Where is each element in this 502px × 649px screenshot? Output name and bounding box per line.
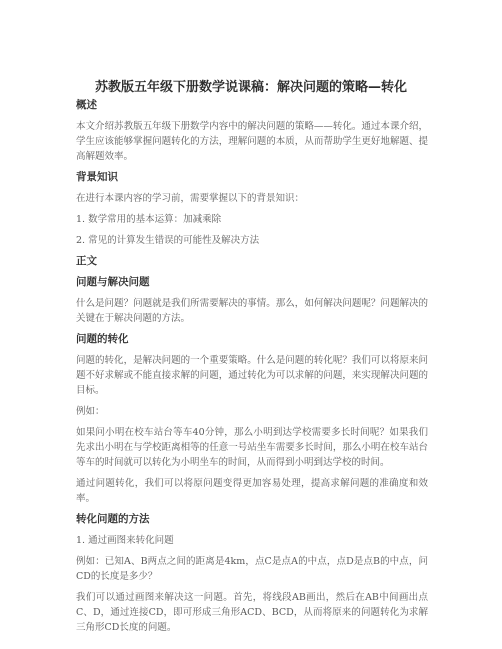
paragraph-overview: 本文介绍苏教版五年级下册数学内容中的解决问题的策略——转化。通过本课介绍，学生应该能够掌握问题转化的方法，理解问题的本质，从而帮助学生更好地解题、提高解题效率。 xyxy=(76,121,428,162)
document-title: 苏教版五年级下册数学说课稿：解决问题的策略—转化 xyxy=(94,80,407,95)
paragraph-problem: 什么是问题？问题就是我们所需要解决的事情。那么，如何解决问题呢？问题解决的关键在于解决问题的方法。 xyxy=(76,298,428,324)
heading-background: 背景知识 xyxy=(76,171,118,183)
paragraph-method-text: 我们可以通过画图来解决这一问题。首先，将线段AB画出，然后在AB中间画出点C、D，通过连接CD，即可形成三角形ACD、BCD，从而将原来的问题转化为求解三角形CD长度的问题。 xyxy=(76,592,428,633)
heading-main: 正文 xyxy=(76,255,97,267)
list-item-background-1: 1. 数学常用的基本运算：加减乘除 xyxy=(76,214,222,225)
heading-methods: 转化问题的方法 xyxy=(76,513,150,525)
paragraph-method-example: 例如：已知A、B两点之间的距离是4km，点C是点A的中点，点D是点B的中点，问CD的长度是多少？ xyxy=(76,556,428,582)
list-item-background-2: 2. 常见的计算发生错误的可能性及解决方法 xyxy=(76,235,260,246)
paragraph-example: 如果问小明在校车站台等车40分钟，那么小明到达学校需要多长时间呢？如果我们先求出小明在与学校距离相等的任意一号站坐车需要多长时间，那么小明在校车站台等车的时间就可以转化为小明坐车的时间，从而得到小明到达学校的时间。 xyxy=(76,427,428,468)
heading-problem: 问题与解决问题 xyxy=(76,276,150,288)
document-body xyxy=(76,98,428,641)
paragraph-transform: 问题的转化，是解决问题的一个重要策略。什么是问题的转化呢？我们可以将原来问题不好求解或不能直接求解的问题，通过转化为可以求解的问题，来实现解决问题的目标。 xyxy=(76,355,428,396)
paragraph-summary: 通过问题转化，我们可以将原问题变得更加容易处理，提高求解问题的准确度和效率。 xyxy=(76,478,428,504)
paragraph-background-intro: 在进行本课内容的学习前，需要掌握以下的背景知识： xyxy=(76,193,305,204)
list-item-method-1: 1. 通过画图来转化问题 xyxy=(76,535,174,546)
heading-overview: 概述 xyxy=(76,99,97,111)
heading-transform: 问题的转化 xyxy=(76,333,129,345)
paragraph-example-label: 例如： xyxy=(76,406,105,417)
